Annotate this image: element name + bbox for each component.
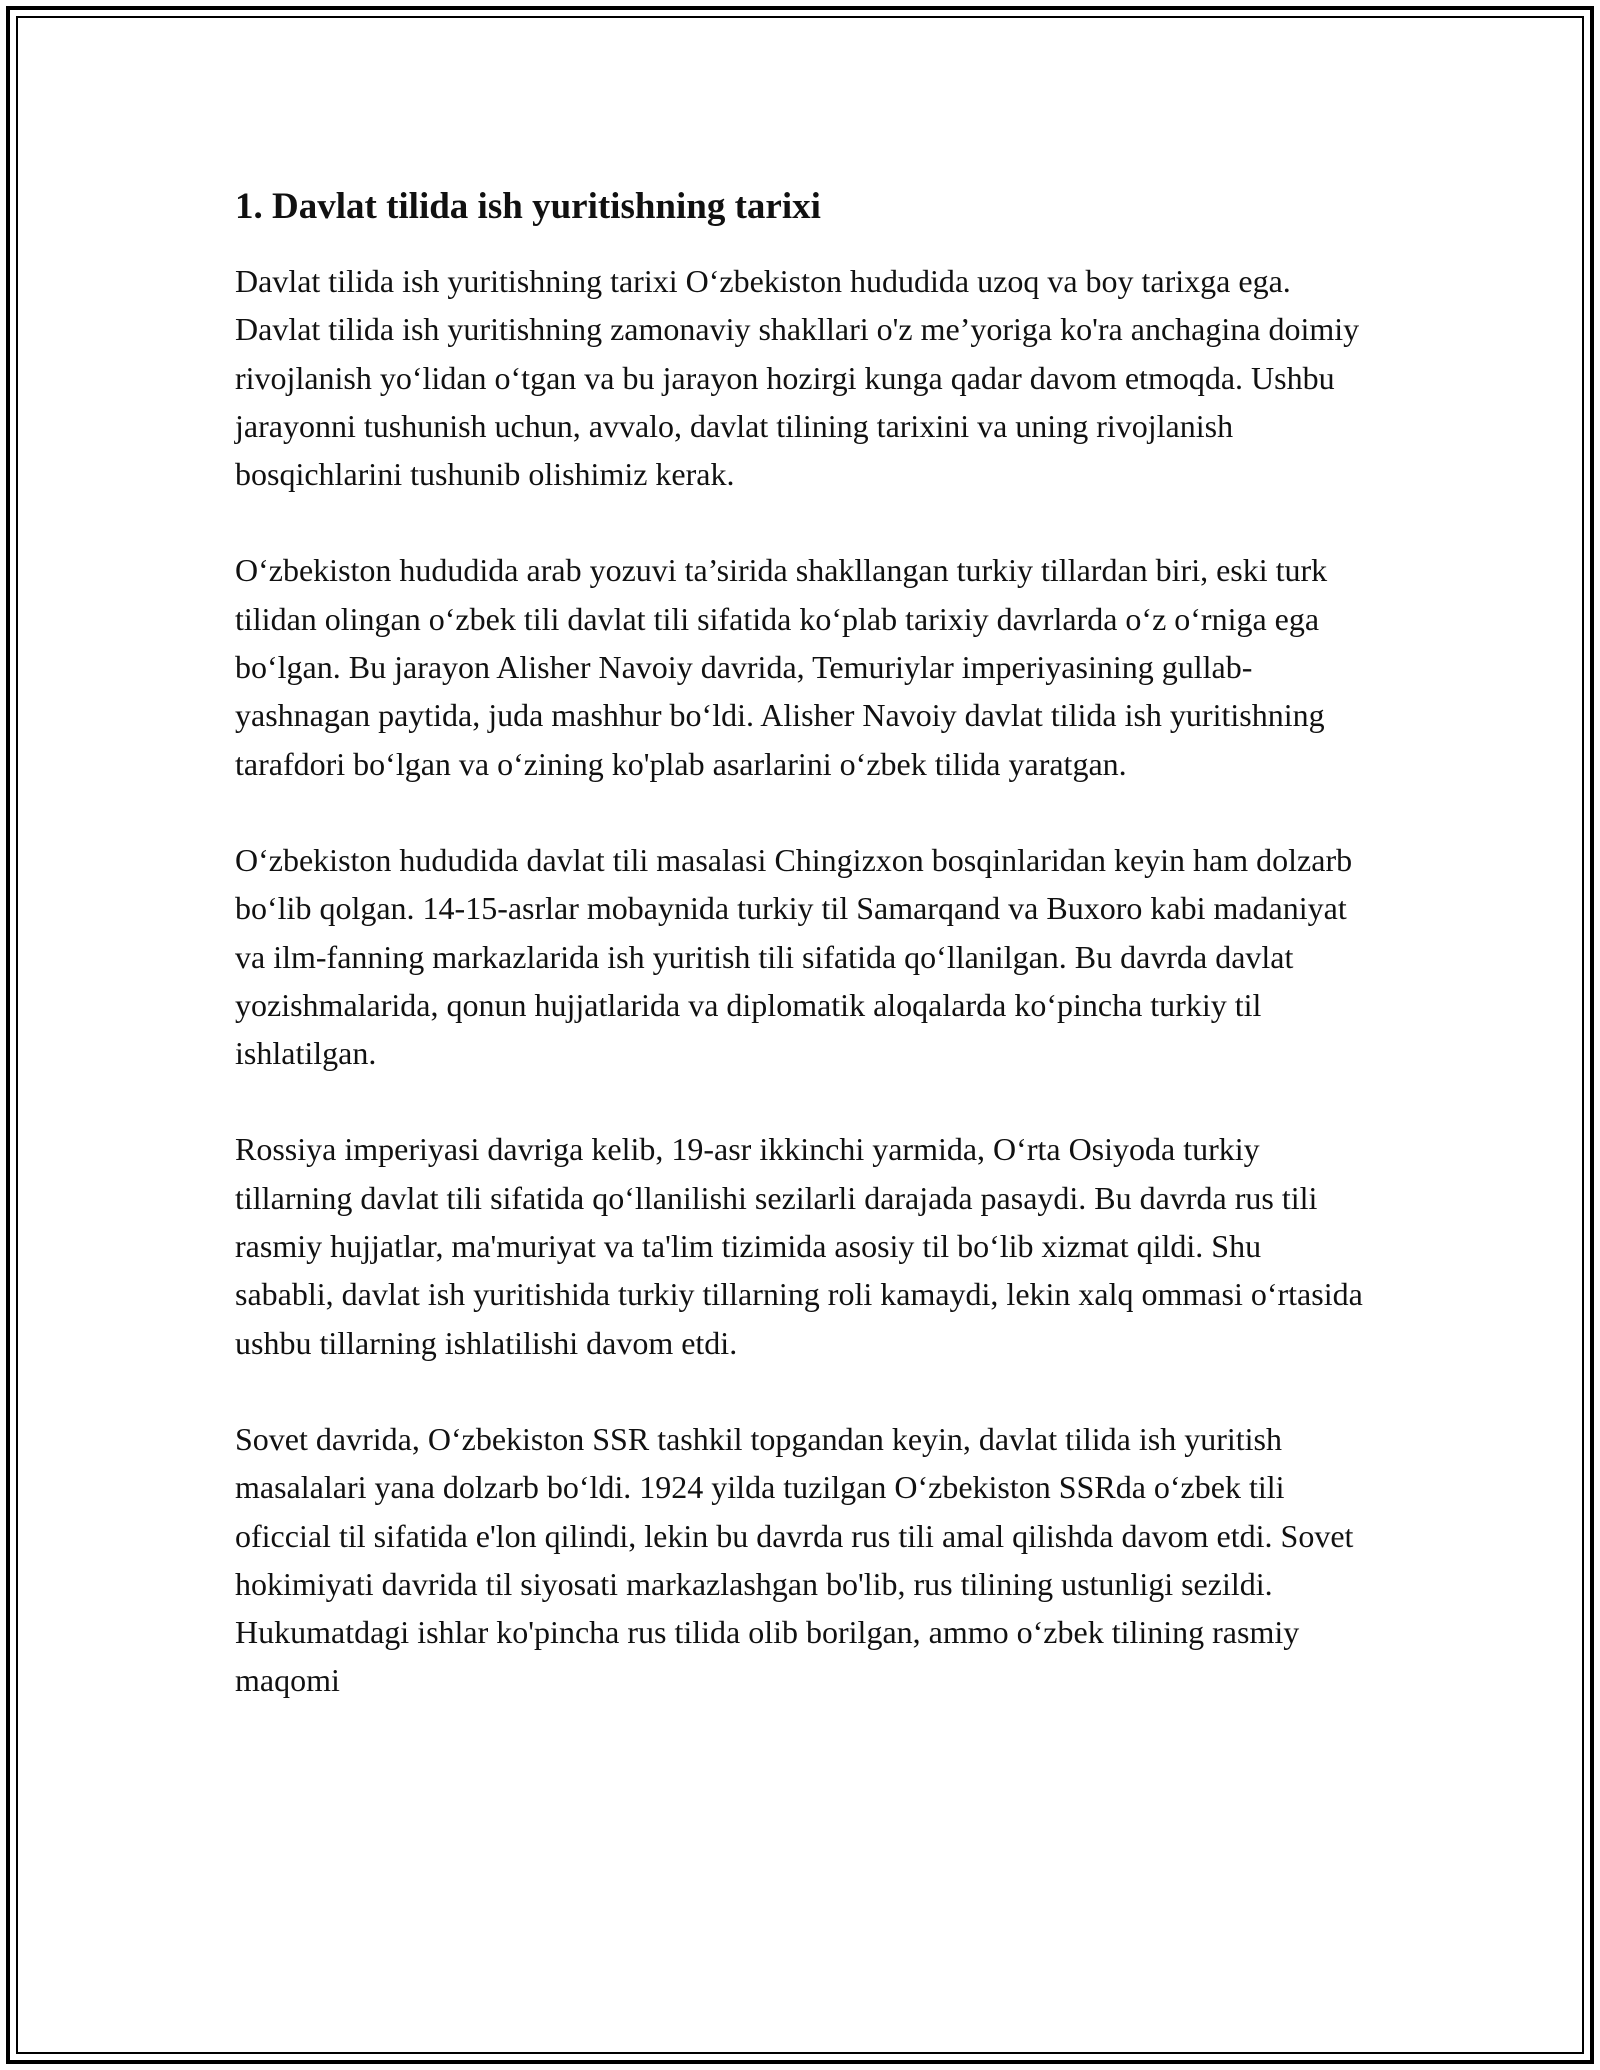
paragraph-2: O‘zbekiston hududida arab yozuvi ta’sirida shakllangan turkiy tillardan biri, eski turk tilidan olingan o‘zbek tili davlat tili sifatida ko‘plab tarixiy davrlarda o‘z o‘rniga ega bo‘lgan. Bu jarayon Alisher Navoiy davrida, Temuriylar imperiyasining gullab-yashnagan paytida, juda mashhur bo‘ldi. Alisher Navoiy davlat tilida ish yuritishning tarafdori bo‘lgan va o‘zining ko'plab asarlarini o‘zbek tilida yaratgan. — [235, 552, 1328, 782]
paragraph-1: Davlat tilida ish yuritishning tarixi O‘zbekiston hududida uzoq va boy tarixga ega. Davlat tilida ish yuritishning zamonaviy shakllari o'z me’yoriga ko'ra anchagina doimiy rivojlanish yo‘lidan o‘tgan va bu jarayon hozirgi kunga qadar davom etmoqda. Ushbu jarayonni tushunish uchun, avvalo, davlat tilining tarixini va uning rivojlanish bosqichlarini tushunib olishimiz kerak. — [235, 263, 1360, 493]
paragraph-4: Rossiya imperiyasi davriga kelib, 19-asr ikkinchi yarmida, O‘rta Osiyoda turkiy tillarning davlat tili sifatida qo‘llanilishi sezilarli darajada pasaydi. Bu davrda rus tili rasmiy hujjatlar, ma'muriyat va ta'lim tizimida asosiy til bo‘lib xizmat qildi. Shu sababli, davlat ish yuritishida turkiy tillarning roli kamaydi, lekin xalq ommasi o‘rtasida ushbu tillarning ishlatilishi davom etdi. — [235, 1131, 1363, 1361]
paragraph-5: Sovet davrida, O‘zbekiston SSR tashkil topgandan keyin, davlat tilida ish yuritish masalalari yana dolzarb bo‘ldi. 1924 yilda tuzilgan O‘zbekiston SSRda o‘zbek tili oficcial til sifatida e'lon qilindi, lekin bu davrda rus tili amal qilishda davom etdi. Sovet hokimiyati davrida til siyosati markazlashgan bo'lib, rus tilining ustunligi sezildi. Hukumatdagi ishlar ko'pincha rus tilida olib borilgan, ammo o‘zbek tilining rasmiy maqomi — [235, 1420, 1354, 1699]
section-heading: 1. Davlat tilida ish yuritishning tarixi — [235, 186, 821, 227]
paragraph-3: O‘zbekiston hududida davlat tili masalasi Chingizxon bosqinlaridan keyin ham dolzarb bo‘lib qolgan. 14-15-asrlar mobaynida turkiy til Samarqand va Buxoro kabi madaniyat va ilm-fanning markazlarida ish yuritish tili sifatida qo‘llanilgan. Bu davrda davlat yozishmalarida, qonun hujjatlarida va diplomatik aloqalarda ko‘pincha turkiy til ishlatilgan. — [235, 841, 1353, 1072]
document-body — [235, 185, 1365, 1705]
